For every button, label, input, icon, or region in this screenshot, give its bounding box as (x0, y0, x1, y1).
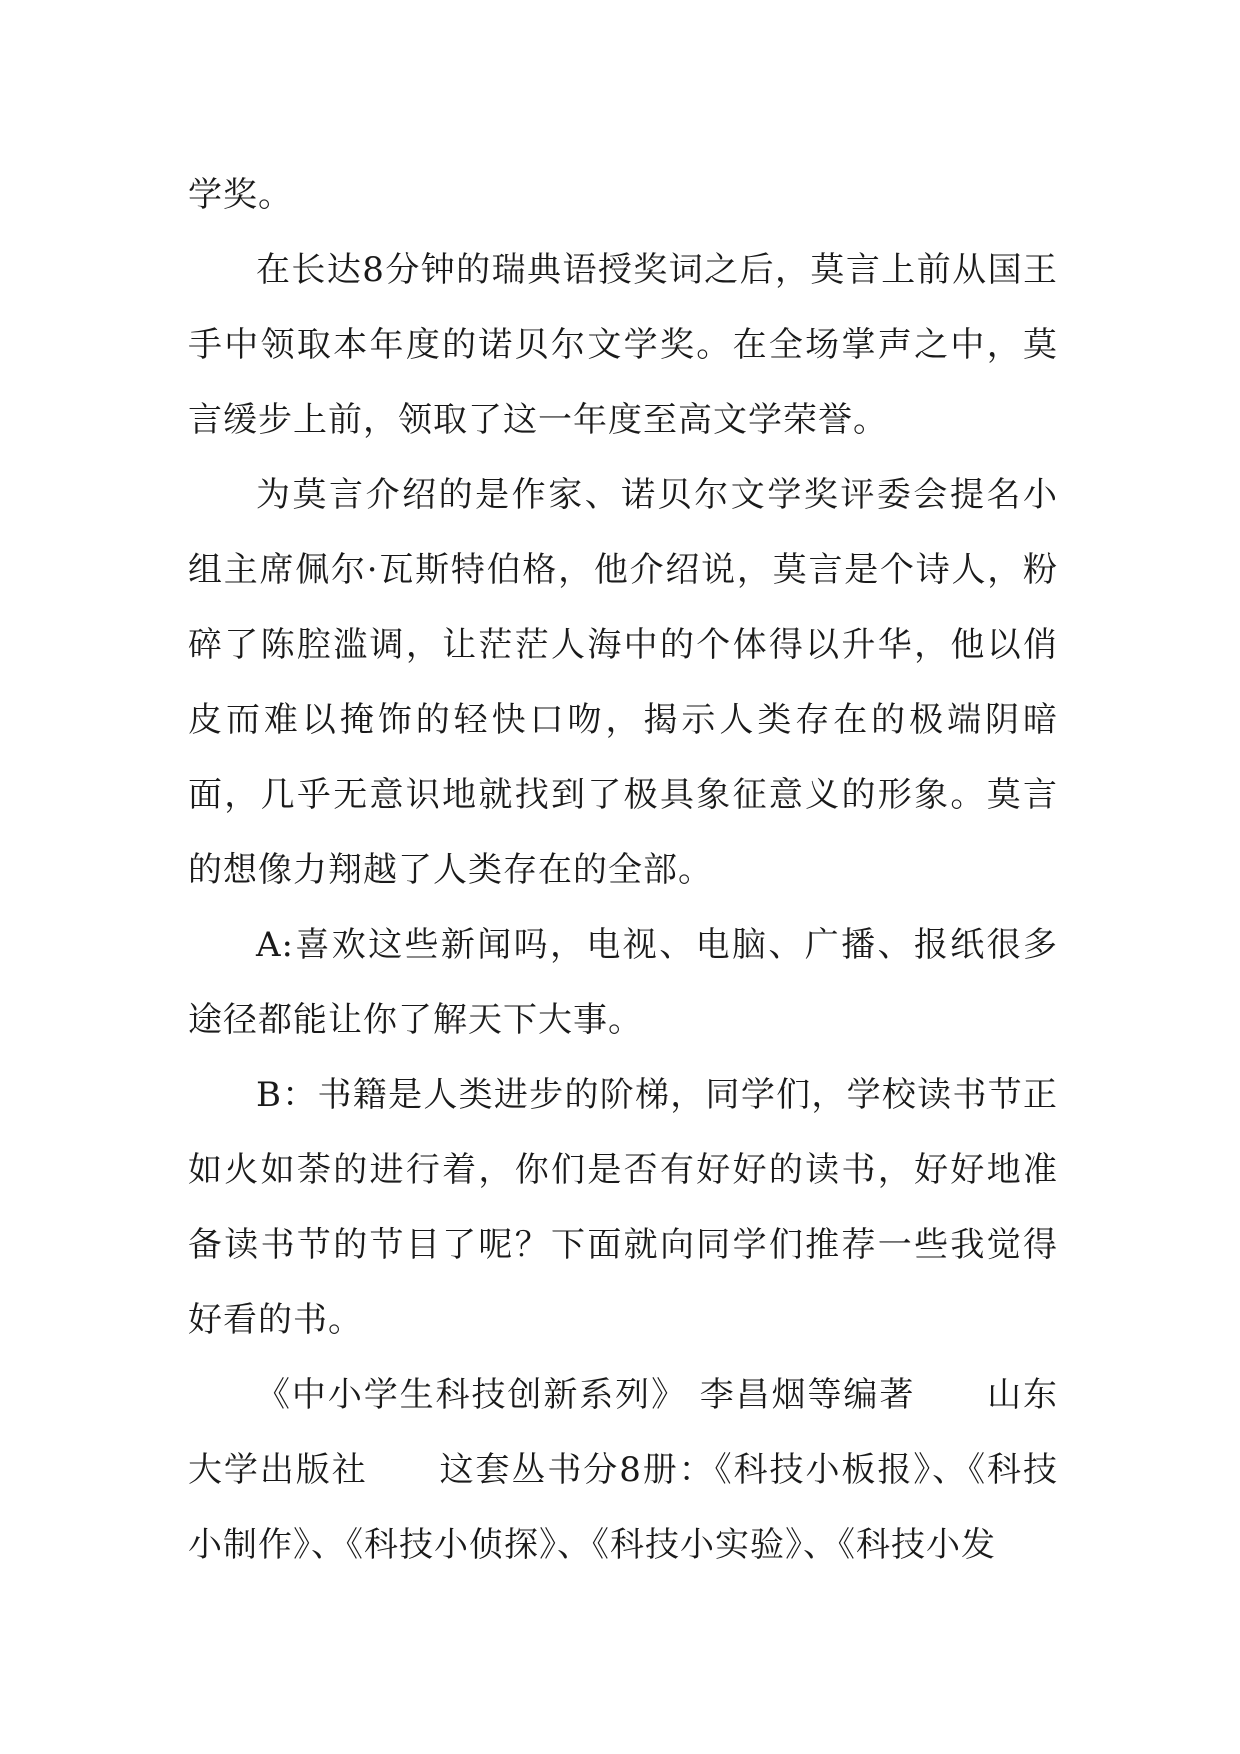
paragraph-book-recommendation: 《中小学生科技创新系列》 李昌烟等编著 山东大学出版社 这套丛书分8册：《科技小板报》、《科技小制作》、《科技小侦探》、《科技小实验》、《科技小发 (188, 1375, 1058, 1565)
paragraph-award-ceremony: 在长达8分钟的瑞典语授奖词之后，莫言上前从国王手中领取本年度的诺贝尔文学奖。在全场掌声之中，莫言缓步上前，领取了这一年度至高文学荣誉。 (188, 250, 1058, 440)
paragraph-speaker-b: B：书籍是人类进步的阶梯，同学们，学校读书节正如火如荼的进行着，你们是否有好好的读书，好好地准备读书节的节目了呢？下面就向同学们推荐一些我觉得好看的书。 (188, 1075, 1058, 1340)
paragraph-continuation: 学奖。 (188, 175, 293, 215)
paragraph-speaker-a: A:喜欢这些新闻吗，电视、电脑、广播、报纸很多途径都能让你了解天下大事。 (188, 925, 1058, 1040)
document-body (188, 158, 1058, 1583)
paragraph-introduction: 为莫言介绍的是作家、诺贝尔文学奖评委会提名小组主席佩尔·瓦斯特伯格，他介绍说，莫言是个诗人，粉碎了陈腔滥调，让茫茫人海中的个体得以升华，他以俏皮而难以掩饰的轻快口吻，揭示人类存在的极端阴暗面，几乎无意识地就找到了极具象征意义的形象。莫言的想像力翔越了人类存在的全部。 (188, 475, 1058, 890)
